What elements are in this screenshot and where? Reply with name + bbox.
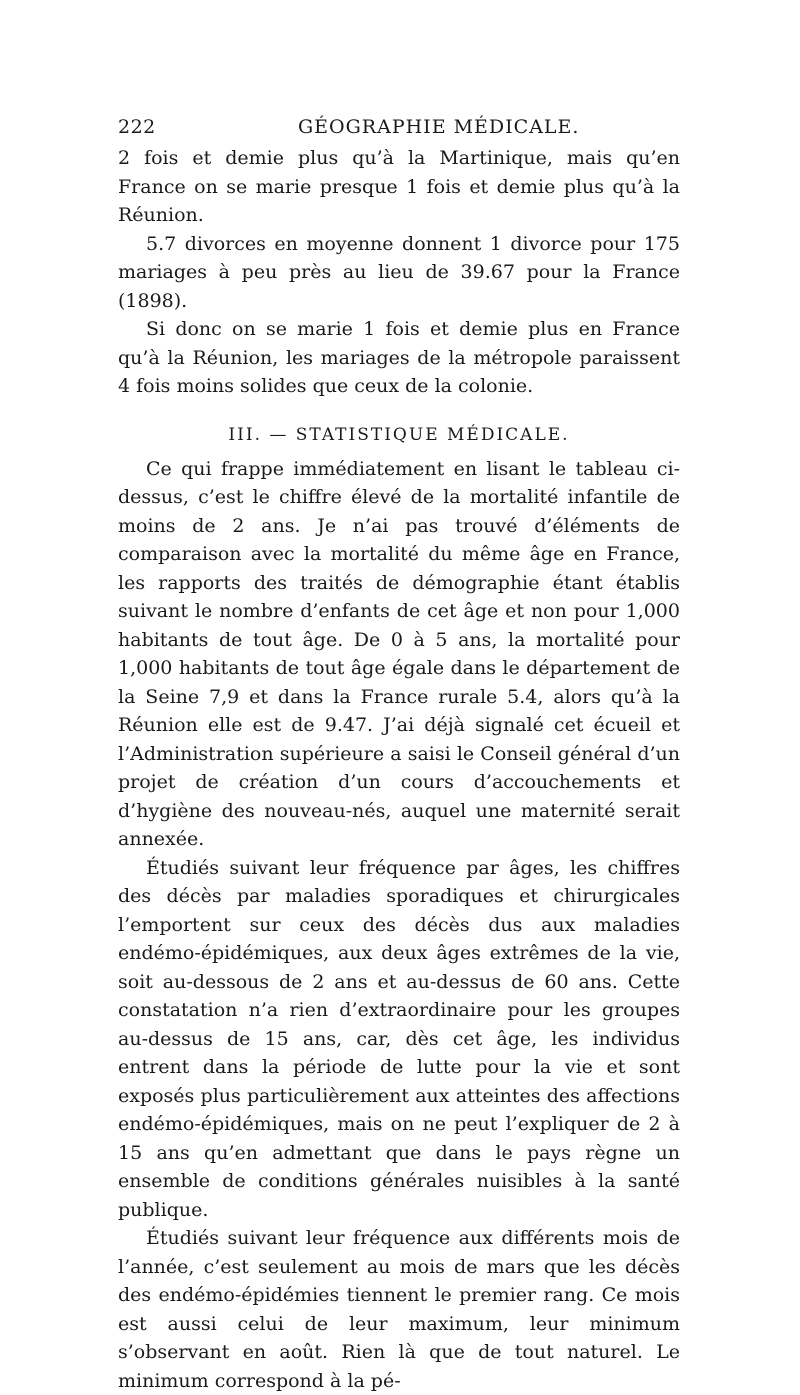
paragraph-divorces: 5.7 divorces en moyenne donnent 1 divorce pour 175 mariages à peu près au lieu de 39.67 pour la France (1898). bbox=[118, 232, 680, 312]
paragraph-mortalite-infantile: Ce qui frappe immédiatement en lisant le tableau ci-dessus, c’est le chiffre élevé de la mortalité infantile de moins de 2 ans. Je n’ai pas trouvé d’éléments de comparaison avec la mortalité du même âge en France, les rapports des traités de démographie étant établis suivant le nombre d’enfants de cet âge et non pour 1,000 habitants de tout âge. De 0 à 5 ans, la mortalité pour 1,000 habitants de tout âge égale dans le département de la Seine 7,9 et dans la France rurale 5.4, alors qu’à la Réunion elle est de 9.47. J’ai déjà signalé cet écueil et l’Administration supérieure a saisi le Conseil général d’un projet de création d’un cours d’accouchements et d’hygiène des nouveau-nés, auquel une maternité serait annexée. bbox=[118, 457, 680, 850]
paragraph-continuation: 2 fois et demie plus qu’à la Martinique, mais qu’en France on se marie presque 1 fois et demie plus qu’à la Réunion. bbox=[118, 147, 680, 226]
running-title: GÉOGRAPHIE MÉDICALE. bbox=[298, 116, 580, 138]
paragraph-mariages: Si donc on se marie 1 fois et demie plus en France qu’à la Réunion, les mariages de la métropole paraissent 4 fois moins solides que ceux de la colonie. bbox=[118, 318, 680, 397]
paragraph-frequence-mois: Étudiés suivant leur fréquence aux différents mois de l’année, c’est seulement au mois de mars que les décès des endémo-épidémies tiennent le premier rang. Ce mois est aussi celui de leur maximum, leur minimum s’observant en août. Rien là que de tout naturel. Le minimum correspond à la pé- bbox=[118, 1227, 680, 1392]
paragraph-frequence-ages: Étudiés suivant leur fréquence par âges, les chiffres des décès par maladies sporadiques et chirurgicales l’emportent sur ceux des décès dus aux maladies endémo-épidémiques, aux deux âges extrêmes de la vie, soit au-dessous de 2 ans et au-dessus de 60 ans. Cette constatation n’a rien d’extraordinaire pour les groupes au-dessus de 15 ans, car, dès cet âge, les individus entrent dans la période de lutte pour la vie et sont exposés plus particulièrement aux atteintes des affections endémo-épidémiques, mais on ne peut l’expliquer de 2 à 15 ans qu’en admettant que dans le pays règne un ensemble de conditions générales nuisibles à la santé publique. bbox=[118, 856, 680, 1221]
running-head bbox=[118, 112, 680, 144]
book-page bbox=[118, 112, 680, 1395]
page-number: 222 bbox=[118, 116, 156, 138]
body-text bbox=[118, 144, 680, 1395]
section-heading: III. — STATISTIQUE MÉDICALE. bbox=[228, 424, 570, 445]
